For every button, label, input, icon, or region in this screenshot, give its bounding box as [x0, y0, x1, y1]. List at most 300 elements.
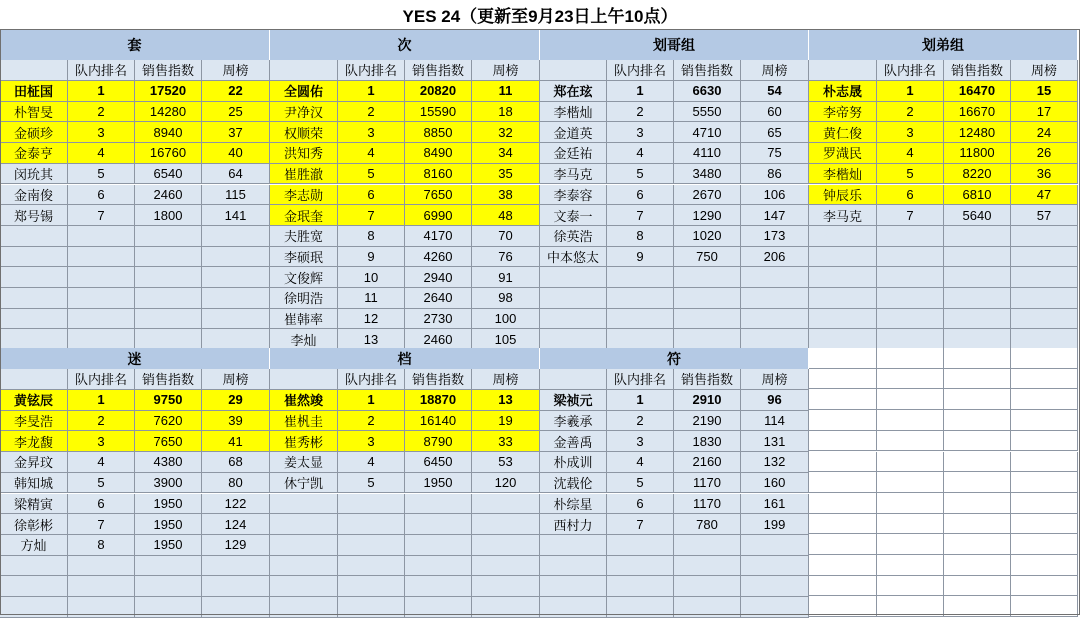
table-cell-rank: 13 [338, 329, 405, 350]
table-cell-rank: 12 [338, 309, 405, 330]
column-header-blank [540, 369, 607, 390]
table-cell-sales: 1950 [405, 473, 472, 494]
table-cell-empty [540, 535, 607, 556]
table-cell-empty [472, 556, 540, 577]
table-cell-name: 徐英浩 [540, 226, 607, 247]
table-cell-empty [0, 226, 68, 247]
table-cell-weekly: 86 [741, 164, 809, 185]
table-cell-sales: 2910 [674, 390, 741, 411]
table-cell-sales: 8490 [405, 143, 472, 164]
section-header: 划哥组 [540, 29, 809, 60]
empty-cell [877, 369, 944, 390]
table-cell-weekly: 17 [1011, 102, 1078, 123]
table-cell-name: 李楷灿 [540, 102, 607, 123]
table-cell-sales: 8220 [944, 164, 1011, 185]
table-cell-empty [944, 288, 1011, 309]
table-cell-rank: 5 [68, 473, 135, 494]
table-cell-sales: 16760 [135, 143, 202, 164]
table-cell-sales: 8160 [405, 164, 472, 185]
table-cell-empty [68, 576, 135, 597]
table-cell-empty [944, 267, 1011, 288]
table-cell-empty [809, 226, 877, 247]
table-cell-empty [741, 576, 809, 597]
empty-cell [877, 389, 944, 410]
table-cell-rank: 9 [607, 247, 674, 268]
table-cell-empty [1011, 267, 1078, 288]
table-cell-rank: 3 [338, 122, 405, 143]
table-cell-name: 金昇玟 [0, 452, 68, 473]
table-cell-empty [270, 494, 338, 515]
table-cell-empty [338, 514, 405, 535]
table-cell-empty [674, 267, 741, 288]
column-header: 销售指数 [135, 60, 202, 81]
empty-cell [1011, 410, 1078, 431]
table-cell-empty [202, 267, 270, 288]
table-cell-name: 崔秀彬 [270, 431, 338, 452]
table-cell-rank: 6 [68, 185, 135, 206]
table-cell-name: 梁祯元 [540, 390, 607, 411]
table-cell-rank: 6 [607, 185, 674, 206]
table-cell-rank: 7 [607, 514, 674, 535]
table-cell-sales: 1950 [135, 514, 202, 535]
table-cell-empty [877, 329, 944, 350]
table-cell-sales: 750 [674, 247, 741, 268]
empty-cell [1011, 348, 1078, 369]
table-cell-empty [809, 309, 877, 330]
table-cell-empty [405, 556, 472, 577]
table-cell-name: 李羲承 [540, 411, 607, 432]
table-cell-weekly: 100 [472, 309, 540, 330]
table-cell-name: 金南俊 [0, 185, 68, 206]
table-cell-weekly: 37 [202, 122, 270, 143]
table-cell-weekly: 132 [741, 452, 809, 473]
table-cell-sales: 4710 [674, 122, 741, 143]
column-header: 队内排名 [607, 369, 674, 390]
table-cell-empty [741, 329, 809, 350]
table-cell-rank: 4 [68, 452, 135, 473]
table-cell-empty [877, 247, 944, 268]
table-cell-sales: 6450 [405, 452, 472, 473]
empty-cell [809, 472, 877, 493]
table-cell-empty [877, 226, 944, 247]
table-cell-empty [674, 329, 741, 350]
table-cell-weekly: 47 [1011, 185, 1078, 206]
table-cell-weekly: 147 [741, 205, 809, 226]
table-cell-empty [0, 329, 68, 350]
table-cell-empty [741, 535, 809, 556]
table-cell-sales: 7650 [405, 185, 472, 206]
empty-cell [877, 452, 944, 473]
table-cell-name: 田柾国 [0, 81, 68, 102]
empty-cell [944, 389, 1011, 410]
table-cell-empty [1011, 309, 1078, 330]
section-header: 迷 [0, 348, 270, 369]
table-cell-sales: 8850 [405, 122, 472, 143]
table-cell-empty [877, 309, 944, 330]
table-cell-rank: 5 [338, 164, 405, 185]
table-cell-weekly: 91 [472, 267, 540, 288]
table-cell-sales: 4380 [135, 452, 202, 473]
empty-cell [944, 348, 1011, 369]
empty-cell [1011, 514, 1078, 535]
table-cell-rank: 2 [607, 102, 674, 123]
table-cell-empty [741, 267, 809, 288]
column-header: 队内排名 [68, 60, 135, 81]
table-cell-empty [68, 267, 135, 288]
table-cell-empty [135, 267, 202, 288]
table-cell-name: 李泰容 [540, 185, 607, 206]
table-cell-empty [741, 556, 809, 577]
table-cell-empty [270, 576, 338, 597]
table-cell-rank: 6 [68, 494, 135, 515]
empty-cell [809, 576, 877, 597]
table-cell-rank: 4 [607, 143, 674, 164]
table-cell-empty [135, 226, 202, 247]
table-cell-empty [405, 494, 472, 515]
table-cell-name: 韩知城 [0, 473, 68, 494]
column-header: 销售指数 [405, 60, 472, 81]
table-cell-name: 金廷祐 [540, 143, 607, 164]
table-cell-rank: 3 [68, 431, 135, 452]
table-cell-weekly: 64 [202, 164, 270, 185]
table-cell-name: 李硕珉 [270, 247, 338, 268]
table-cell-empty [135, 247, 202, 268]
table-cell-name: 崔杋圭 [270, 411, 338, 432]
empty-cell [809, 555, 877, 576]
table-cell-empty [472, 494, 540, 515]
column-header: 销售指数 [135, 369, 202, 390]
table-cell-sales: 1950 [135, 535, 202, 556]
table-cell-name: 李灿 [270, 329, 338, 350]
table-cell-sales: 16140 [405, 411, 472, 432]
table-cell-sales: 2190 [674, 411, 741, 432]
table-cell-empty [202, 288, 270, 309]
column-header: 销售指数 [405, 369, 472, 390]
table-cell-rank: 6 [607, 494, 674, 515]
table-cell-name: 李旻浩 [0, 411, 68, 432]
table-cell-weekly: 34 [472, 143, 540, 164]
table-cell-name: 文泰一 [540, 205, 607, 226]
table-cell-weekly: 25 [202, 102, 270, 123]
table-cell-empty [68, 247, 135, 268]
column-header: 周榜 [741, 369, 809, 390]
table-cell-rank: 5 [68, 164, 135, 185]
table-cell-sales: 5550 [674, 102, 741, 123]
table-cell-empty [674, 576, 741, 597]
sheet-title: YES 24（更新至9月23日上午10点） [0, 0, 1080, 29]
empty-cell [809, 369, 877, 390]
table-cell-weekly: 199 [741, 514, 809, 535]
empty-cell [877, 596, 944, 617]
table-cell-rank: 7 [607, 205, 674, 226]
empty-cell [944, 534, 1011, 555]
empty-cell [1011, 389, 1078, 410]
table-cell-sales: 1170 [674, 494, 741, 515]
empty-cell [944, 514, 1011, 535]
table-cell-name: 金道英 [540, 122, 607, 143]
table-cell-name: 中本悠太 [540, 247, 607, 268]
table-cell-rank: 2 [338, 411, 405, 432]
table-cell-sales: 7650 [135, 431, 202, 452]
empty-cell [1011, 555, 1078, 576]
empty-cell [877, 555, 944, 576]
table-cell-weekly: 76 [472, 247, 540, 268]
table-cell-empty [0, 309, 68, 330]
table-cell-weekly: 122 [202, 494, 270, 515]
table-cell-rank: 10 [338, 267, 405, 288]
table-cell-empty [472, 514, 540, 535]
column-header: 销售指数 [674, 369, 741, 390]
table-cell-empty [1011, 329, 1078, 350]
table-cell-empty [674, 288, 741, 309]
table-cell-weekly: 106 [741, 185, 809, 206]
table-cell-empty [68, 288, 135, 309]
table-cell-empty [809, 247, 877, 268]
column-header: 周榜 [472, 369, 540, 390]
empty-cell [1011, 493, 1078, 514]
table-cell-name: 闵玧其 [0, 164, 68, 185]
table-cell-name: 李马克 [809, 205, 877, 226]
table-cell-weekly: 98 [472, 288, 540, 309]
table-cell-empty [270, 514, 338, 535]
table-cell-name: 崔然竣 [270, 390, 338, 411]
table-cell-weekly: 141 [202, 205, 270, 226]
table-cell-rank: 2 [607, 411, 674, 432]
table-cell-empty [944, 329, 1011, 350]
table-cell-empty [405, 576, 472, 597]
table-cell-sales: 11800 [944, 143, 1011, 164]
empty-cell [1011, 534, 1078, 555]
table-cell-empty [1011, 247, 1078, 268]
table-cell-rank: 2 [877, 102, 944, 123]
column-header: 队内排名 [338, 369, 405, 390]
table-cell-empty [0, 267, 68, 288]
table-cell-weekly: 36 [1011, 164, 1078, 185]
empty-cell [1011, 452, 1078, 473]
table-cell-weekly: 131 [741, 431, 809, 452]
empty-cell [877, 472, 944, 493]
table-cell-sales: 15590 [405, 102, 472, 123]
empty-cell [1011, 596, 1078, 617]
table-cell-sales: 4110 [674, 143, 741, 164]
table-cell-empty [0, 576, 68, 597]
table-cell-name: 李楷灿 [809, 164, 877, 185]
column-header-blank [270, 60, 338, 81]
table-cell-empty [0, 288, 68, 309]
table-cell-empty [202, 556, 270, 577]
table-cell-rank: 11 [338, 288, 405, 309]
table-cell-empty [202, 329, 270, 350]
table-cell-empty [540, 309, 607, 330]
column-header: 周榜 [202, 369, 270, 390]
table-cell-rank: 3 [607, 431, 674, 452]
table-cell-empty [607, 288, 674, 309]
table-cell-name: 李龙馥 [0, 431, 68, 452]
table-cell-rank: 5 [607, 164, 674, 185]
empty-cell [877, 348, 944, 369]
table-cell-empty [944, 309, 1011, 330]
table-cell-name: 朴智旻 [0, 102, 68, 123]
empty-cell [877, 431, 944, 452]
column-header-blank [540, 60, 607, 81]
column-header: 队内排名 [607, 60, 674, 81]
table-cell-weekly: 41 [202, 431, 270, 452]
table-cell-name: 休宁凯 [270, 473, 338, 494]
table-cell-empty [202, 247, 270, 268]
table-cell-sales: 2730 [405, 309, 472, 330]
empty-cell [809, 493, 877, 514]
table-cell-weekly: 35 [472, 164, 540, 185]
table-cell-empty [68, 329, 135, 350]
table-cell-empty [1011, 226, 1078, 247]
table-cell-sales: 20820 [405, 81, 472, 102]
table-cell-name: 黄铉辰 [0, 390, 68, 411]
table-cell-empty [338, 535, 405, 556]
table-cell-sales: 1800 [135, 205, 202, 226]
table-cell-sales: 6630 [674, 81, 741, 102]
table-cell-sales: 1020 [674, 226, 741, 247]
empty-cell [944, 555, 1011, 576]
table-cell-weekly: 70 [472, 226, 540, 247]
table-cell-weekly: 161 [741, 494, 809, 515]
column-header: 周榜 [472, 60, 540, 81]
table-cell-name: 李马克 [540, 164, 607, 185]
table-cell-sales: 4170 [405, 226, 472, 247]
column-header-blank [270, 369, 338, 390]
column-header: 销售指数 [674, 60, 741, 81]
table-cell-weekly: 54 [741, 81, 809, 102]
empty-cell [809, 534, 877, 555]
table-cell-empty [0, 556, 68, 577]
table-cell-empty [338, 494, 405, 515]
table-cell-weekly: 129 [202, 535, 270, 556]
column-header: 周榜 [741, 60, 809, 81]
table-cell-weekly: 206 [741, 247, 809, 268]
table-cell-sales: 1170 [674, 473, 741, 494]
table-cell-rank: 6 [877, 185, 944, 206]
table-cell-weekly: 33 [472, 431, 540, 452]
table-cell-rank: 8 [338, 226, 405, 247]
table-cell-weekly: 40 [202, 143, 270, 164]
table-cell-rank: 2 [338, 102, 405, 123]
table-cell-empty [472, 576, 540, 597]
table-cell-rank: 3 [877, 122, 944, 143]
table-cell-sales: 2160 [674, 452, 741, 473]
table-cell-rank: 1 [877, 81, 944, 102]
table-cell-rank: 8 [607, 226, 674, 247]
empty-cell [877, 410, 944, 431]
table-cell-empty [540, 576, 607, 597]
empty-cell [944, 596, 1011, 617]
table-cell-weekly: 38 [472, 185, 540, 206]
table-cell-name: 朴成训 [540, 452, 607, 473]
column-header-blank [0, 60, 68, 81]
table-cell-weekly: 65 [741, 122, 809, 143]
column-header: 队内排名 [68, 369, 135, 390]
table-cell-name: 金泰亨 [0, 143, 68, 164]
table-cell-empty [202, 309, 270, 330]
table-cell-rank: 4 [338, 143, 405, 164]
table-cell-name: 李帝努 [809, 102, 877, 123]
table-cell-rank: 1 [68, 390, 135, 411]
table-cell-sales: 2940 [405, 267, 472, 288]
table-cell-sales: 2460 [405, 329, 472, 350]
table-cell-empty [674, 309, 741, 330]
empty-cell [877, 576, 944, 597]
table-cell-empty [270, 535, 338, 556]
table-cell-sales: 16670 [944, 102, 1011, 123]
table-cell-empty [338, 556, 405, 577]
table-cell-rank: 3 [338, 431, 405, 452]
table-cell-empty [540, 267, 607, 288]
table-cell-sales: 2640 [405, 288, 472, 309]
table-cell-empty [674, 535, 741, 556]
table-cell-name: 金硕珍 [0, 122, 68, 143]
table-cell-name: 罗渽民 [809, 143, 877, 164]
table-cell-rank: 4 [68, 143, 135, 164]
table-cell-weekly: 11 [472, 81, 540, 102]
table-cell-empty [607, 329, 674, 350]
column-header: 队内排名 [338, 60, 405, 81]
table-cell-empty [741, 309, 809, 330]
empty-cell [1011, 576, 1078, 597]
table-cell-name: 朴志晟 [809, 81, 877, 102]
table-cell-empty [135, 288, 202, 309]
table-cell-name: 夫胜宽 [270, 226, 338, 247]
table-cell-weekly: 120 [472, 473, 540, 494]
empty-cell [809, 514, 877, 535]
table-cell-sales: 9750 [135, 390, 202, 411]
table-cell-sales: 8790 [405, 431, 472, 452]
table-cell-empty [809, 288, 877, 309]
table-cell-sales: 2670 [674, 185, 741, 206]
column-header: 周榜 [1011, 60, 1078, 81]
table-cell-sales: 12480 [944, 122, 1011, 143]
table-cell-empty [809, 267, 877, 288]
table-cell-weekly: 75 [741, 143, 809, 164]
empty-cell [944, 452, 1011, 473]
table-cell-sales: 6990 [405, 205, 472, 226]
table-cell-rank: 1 [607, 390, 674, 411]
table-cell-empty [809, 329, 877, 350]
column-header-blank [809, 60, 877, 81]
table-cell-weekly: 19 [472, 411, 540, 432]
table-cell-rank: 7 [68, 205, 135, 226]
table-cell-empty [68, 556, 135, 577]
empty-cell [809, 389, 877, 410]
empty-cell [809, 596, 877, 617]
table-cell-empty [607, 535, 674, 556]
table-cell-sales: 6810 [944, 185, 1011, 206]
table-cell-weekly: 48 [472, 205, 540, 226]
table-cell-rank: 4 [338, 452, 405, 473]
table-cell-empty [270, 556, 338, 577]
table-cell-name: 权顺荣 [270, 122, 338, 143]
table-cell-rank: 7 [338, 205, 405, 226]
table-cell-empty [472, 535, 540, 556]
table-cell-rank: 1 [338, 81, 405, 102]
table-cell-rank: 4 [607, 452, 674, 473]
table-cell-empty [877, 288, 944, 309]
table-cell-sales: 17520 [135, 81, 202, 102]
empty-cell [944, 472, 1011, 493]
empty-cell [877, 514, 944, 535]
table-cell-sales: 1830 [674, 431, 741, 452]
table-cell-empty [674, 556, 741, 577]
table-cell-rank: 3 [607, 122, 674, 143]
table-cell-name: 郑在玹 [540, 81, 607, 102]
table-cell-name: 方灿 [0, 535, 68, 556]
